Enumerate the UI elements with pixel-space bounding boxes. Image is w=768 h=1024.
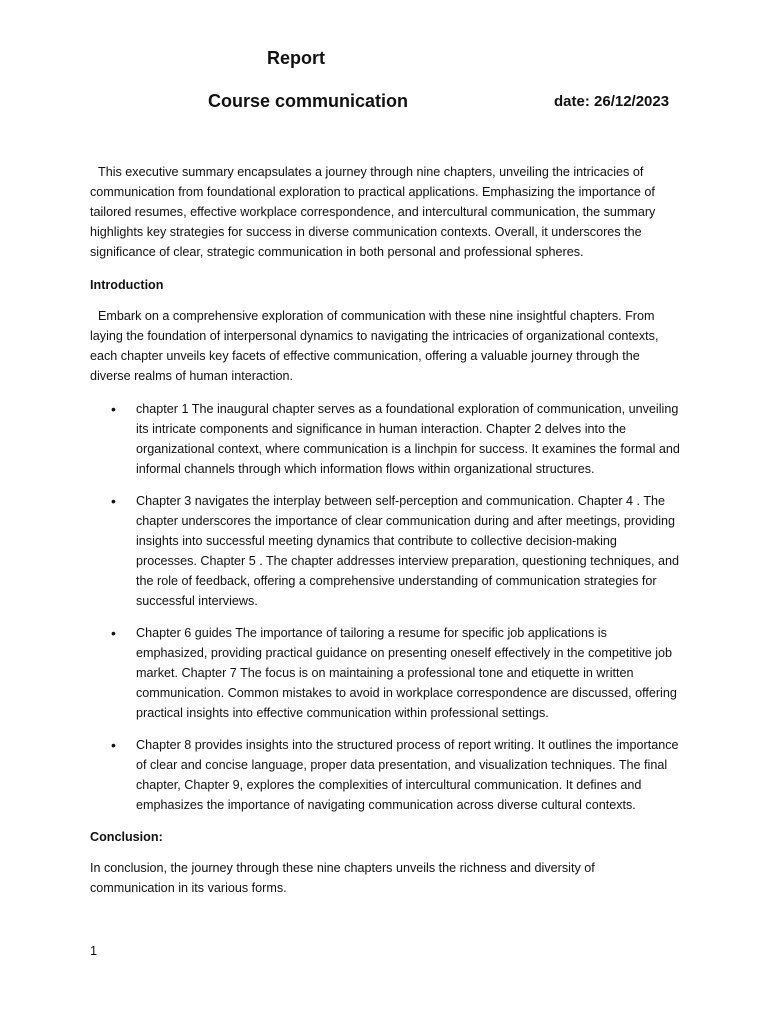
chapter-list bbox=[90, 399, 680, 815]
introduction-text: Embark on a comprehensive exploration of communication with these nine insightful chapters. From laying the foundation of interpersonal dynamics to navigating the intricacies of organizational contexts, each chapter unveils key facets of effective communication, offering a valuable journey through the diverse realms of human interaction. bbox=[90, 309, 659, 383]
document-body bbox=[90, 162, 680, 911]
bullet-icon: • bbox=[111, 401, 116, 417]
list-item bbox=[111, 491, 680, 611]
chapter-summary-3-5: Chapter 3 navigates the interplay between self-perception and communication. Chapter 4 . The chapter underscores the importance of clear communication during and after meetings, providing insights into successful meeting dynamics that contribute to collective decision-making processes. Chapter 5 . The chapter addresses interview preparation, questioning techniques, and the role of feedback, offering a comprehensive understanding of communication strategies for successful interviews. bbox=[136, 494, 680, 608]
bullet-icon: • bbox=[111, 737, 116, 753]
conclusion-heading: Conclusion: bbox=[90, 830, 163, 844]
report-title: Report bbox=[267, 48, 325, 68]
bullet-icon: • bbox=[111, 493, 116, 509]
chapter-summary-1-2: chapter 1 The inaugural chapter serves as a foundational exploration of communication, unveiling its intricate components and significance in human interaction. Chapter 2 delves into the organizational context, where communication is a linchpin for success. It examines the formal and informal channels through which information flows within organizational structures. bbox=[136, 402, 680, 476]
chapter-summary-8-9: Chapter 8 provides insights into the structured process of report writing. It outlines the importance of clear and concise language, proper data presentation, and visualization techniques. The final chapter, Chapter 9, explores the complexities of intercultural communication. It defines and emphasizes the importance of navigating communication across diverse cultural contexts. bbox=[136, 738, 679, 812]
introduction-heading: Introduction bbox=[90, 278, 164, 292]
chapter-summary-6-7: Chapter 6 guides The importance of tailoring a resume for specific job applications is emphasized, providing practical guidance on presenting oneself effectively in the competitive job market. Chapter 7 The focus is on maintaining a professional tone and etiquette in written communication. Common mistakes to avoid in workplace correspondence are discussed, offering practical insights into effective communication within professional settings. bbox=[136, 626, 677, 720]
report-date: date: 26/12/2023 bbox=[554, 93, 670, 110]
executive-summary: This executive summary encapsulates a journey through nine chapters, unveiling the intricacies of communication from foundational exploration to practical applications. Emphasizing the importance of tailored resumes, effective workplace correspondence, and intercultural communication, the summary highlights key strategies for success in diverse communication contexts. Overall, it underscores the significance of clear, strategic communication in both personal and professional spheres. bbox=[90, 165, 656, 259]
conclusion-text: In conclusion, the journey through these nine chapters unveils the richness and diversity of communication in its various forms. bbox=[90, 861, 595, 895]
list-item bbox=[111, 623, 680, 723]
bullet-icon: • bbox=[111, 625, 116, 641]
list-item bbox=[111, 399, 680, 479]
list-item bbox=[111, 735, 680, 815]
course-title: Course communication bbox=[208, 91, 409, 111]
page-number: 1 bbox=[90, 944, 98, 958]
